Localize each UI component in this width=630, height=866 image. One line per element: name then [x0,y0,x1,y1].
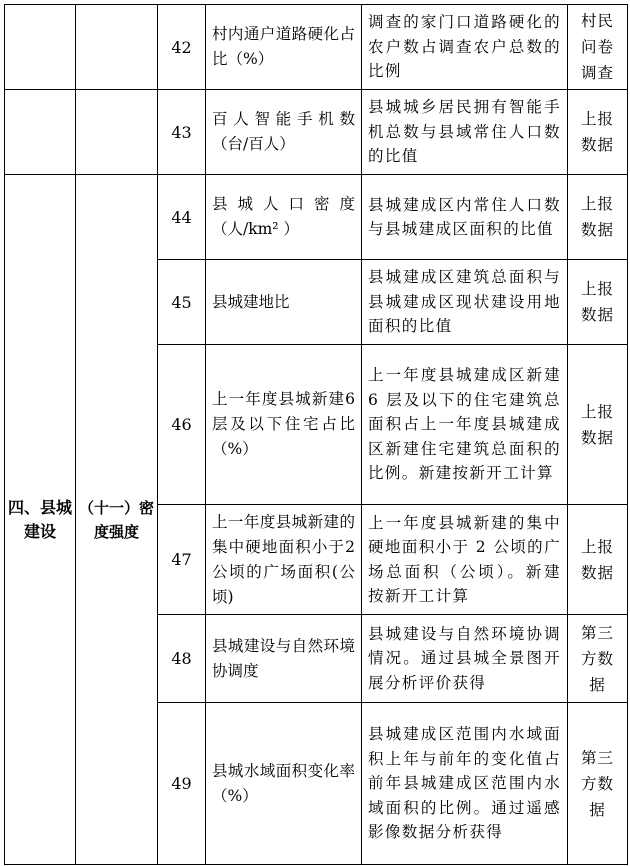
prev-subcategory-cell [76,5,158,90]
indicator-name: 县城水域面积变化率（%） [206,703,362,865]
data-source: 上报数据 [568,90,628,175]
row-number: 49 [158,703,206,865]
indicator-name: 上一年度县城新建6层及以下住宅占比（%） [206,345,362,505]
subcategory-label: （十一）密度强度 [76,175,158,865]
indicator-definition: 县城建成区范围内水域面积上年与前年的变化值占前年县城建成区范围内水域面积的比例。通过遥感影像数据分析获得 [362,703,568,865]
data-source: 上报数据 [568,345,628,505]
data-source: 上报数据 [568,505,628,615]
row-number: 46 [158,345,206,505]
indicator-name: 县城建地比 [206,260,362,345]
indicator-definition: 县城建设与自然环境协调情况。通过县城全景图开展分析评价获得 [362,615,568,703]
table-row [5,90,628,175]
category-label: 四、县城建设 [5,175,76,865]
indicator-definition: 上一年度县城建成区新建 6 层及以下的住宅建筑总面积占上一年度县城建成区新建住宅建筑总面积的比例。新建按新开工计算 [362,345,568,505]
data-source: 上报数据 [568,260,628,345]
indicator-definition: 调查的家门口道路硬化的农户数占调查农户总数的比例 [362,5,568,90]
indicator-name: 县城建设与自然环境协调度 [206,615,362,703]
data-source: 第三方数据 [568,615,628,703]
indicator-definition: 县城建成区建筑总面积与县城建成区现状建设用地面积的比值 [362,260,568,345]
row-number: 48 [158,615,206,703]
indicator-name: 村内通户道路硬化占比（%） [206,5,362,90]
indicator-definition: 县城城乡居民拥有智能手机总数与县域常住人口数的比值 [362,90,568,175]
data-source: 村民问卷调查 [568,5,628,90]
data-source: 上报数据 [568,175,628,260]
indicator-table [4,4,628,865]
row-number: 45 [158,260,206,345]
indicator-definition: 上一年度县城新建的集中硬地面积小于 2 公顷的广场总面积（公顷）。新建按新开工计算 [362,505,568,615]
table-row [5,5,628,90]
indicator-name: 上一年度县城新建的集中硬地面积小于2公顷的广场面积(公顷) [206,505,362,615]
row-number: 42 [158,5,206,90]
indicator-definition: 县城建成区内常住人口数与县城建成区面积的比值 [362,175,568,260]
prev-category-cell [5,5,76,90]
row-number: 47 [158,505,206,615]
indicator-name: 百人智能手机数（台/百人） [206,90,362,175]
row-number: 44 [158,175,206,260]
data-source: 第三方数据 [568,703,628,865]
row-number: 43 [158,90,206,175]
table-row [5,175,628,260]
prev-category-cell [5,90,76,175]
indicator-name: 县城人口密度（人/km² ） [206,175,362,260]
prev-subcategory-cell [76,90,158,175]
